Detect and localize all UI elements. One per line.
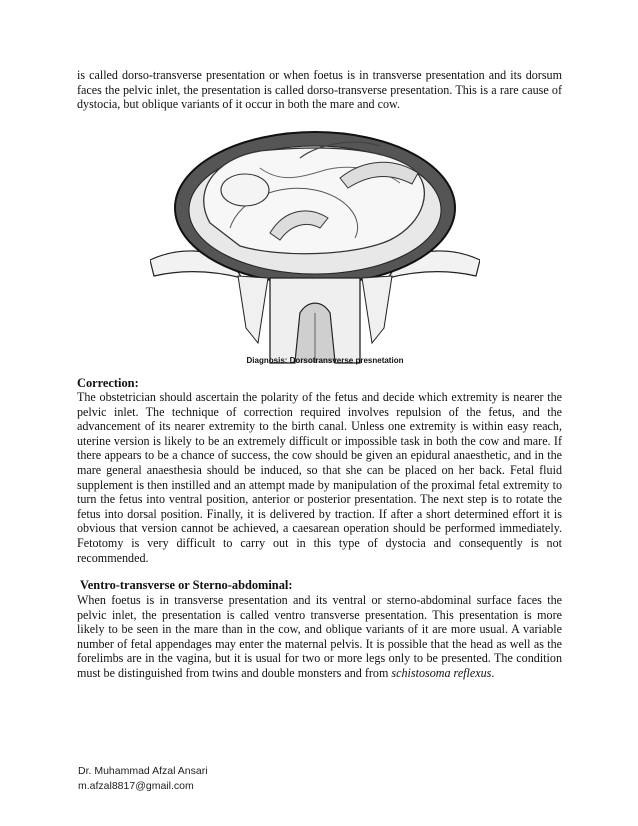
- ventro-end-text: .: [491, 665, 495, 680]
- ventro-body-text: When foetus is in transverse presentation and its ventral or sterno-abdominal surface faces the pelvic inlet, the presentation is called ventro transverse presentation. This presentation is more likely to be seen in the mare than in the cow, and oblique variants of it are more usual. A variable number of fetal appendages may enter the maternal pelvis. It is possible that the head as well as the forelimbs are in the vagina, but it is usual for two or more legs only to be presented. The condition must be distinguished from twins and double monsters and from: [77, 593, 562, 680]
- correction-heading: Correction:: [77, 376, 139, 390]
- schistosoma-term: schistosoma reflexus: [391, 665, 492, 680]
- dorsotransverse-illustration: [150, 128, 480, 373]
- footer-author: Dr. Muhammad Afzal Ansari: [78, 765, 208, 777]
- correction-paragraph: The obstetrician should ascertain the polarity of the fetus and decide which extremity is nearer the pelvic inlet. The technique of correction required involves repulsion of the fetus, and the advancement of its nearer extremity to the birth canal. Unless one extremity is within easy reach, uterine version is likely to be an extremely difficult or impossible task in both the cow and mare. If there appears to be a chance of success, the cow should be given an epidural anaesthetic, and in the mare general anaesthesia should be induced, so that she can be placed on her back. Fetal fluid supplement is then instilled and an attempt made by manipulation of the proximal fetal extremity to turn the fetus into ventral position, anterior or posterior presentation. The next step is to rotate the fetus into dorsal position. Finally, it is delivered by traction. If after a short determined effort it is obvious that version cannot be achieved, a caesarean operation should be performed immediately. Fetotomy is very difficult to carry out in this type of dystocia and consequently is not recommended.: [77, 390, 562, 565]
- intro-paragraph: is called dorso-transverse presentation or when foetus is in transverse presentation and its dorsum faces the pelvic inlet, the presentation is called dorso-transverse presentation. This is a rare cause of dystocia, but oblique variants of it occur in both the mare and cow.: [77, 68, 562, 112]
- figure-caption: Diagnosis: Dorsotransverse presnetation: [246, 356, 404, 365]
- footer-email: m.afzal8817@gmail.com: [78, 780, 194, 792]
- ventro-transverse-heading: Ventro-transverse or Sterno-abdominal:: [80, 578, 293, 592]
- ventro-transverse-paragraph: [77, 593, 562, 681]
